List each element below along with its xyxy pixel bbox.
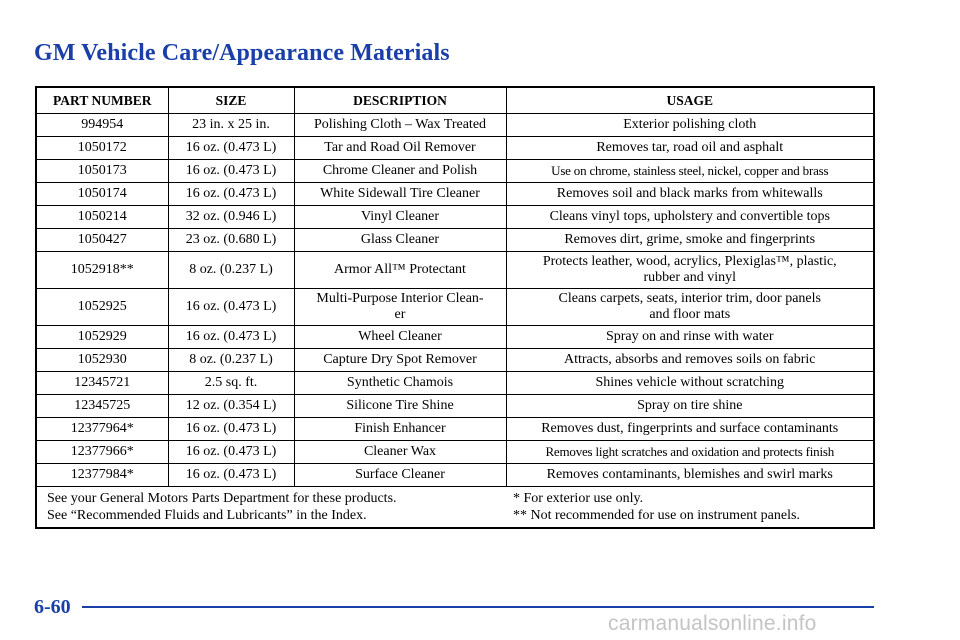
description-cell: White Sidewall Tire Cleaner (294, 183, 506, 206)
size-cell: 8 oz. (0.237 L) (168, 252, 294, 289)
table-footnote (36, 487, 874, 529)
usage-cell: Attracts, absorbs and removes soils on fabric (506, 349, 874, 372)
size-cell: 8 oz. (0.237 L) (168, 349, 294, 372)
part-number-cell: 12377984* (36, 464, 168, 487)
table-row (36, 372, 874, 395)
table-row (36, 395, 874, 418)
table-row (36, 441, 874, 464)
column-header-description: DESCRIPTION (294, 87, 506, 114)
table-row (36, 349, 874, 372)
size-cell: 23 oz. (0.680 L) (168, 229, 294, 252)
table-row (36, 418, 874, 441)
description-cell: Capture Dry Spot Remover (294, 349, 506, 372)
usage-line: rubber and vinyl (643, 270, 737, 285)
table-row (36, 137, 874, 160)
table-row (36, 160, 874, 183)
footnote-instrument-panels: ** Not recommended for use on instrument panels. (513, 508, 800, 523)
footnote-exterior-use: * For exterior use only. (513, 491, 644, 506)
size-cell: 16 oz. (0.473 L) (168, 418, 294, 441)
description-line: er (394, 307, 406, 322)
usage-cell (506, 252, 874, 289)
table-row (36, 326, 874, 349)
usage-cell: Removes dust, fingerprints and surface contaminants (506, 418, 874, 441)
usage-cell: Use on chrome, stainless steel, nickel, copper and brass (506, 160, 874, 183)
footnote-parts-department: See your General Motors Parts Department for these products. (47, 491, 397, 506)
description-cell: Cleaner Wax (294, 441, 506, 464)
size-cell: 16 oz. (0.473 L) (168, 464, 294, 487)
description-cell: Synthetic Chamois (294, 372, 506, 395)
part-number-cell: 12377966* (36, 441, 168, 464)
size-cell: 16 oz. (0.473 L) (168, 441, 294, 464)
part-number-cell: 1050214 (36, 206, 168, 229)
usage-line: and floor mats (649, 307, 731, 322)
description-cell: Wheel Cleaner (294, 326, 506, 349)
column-header-part-number: PART NUMBER (36, 87, 168, 114)
size-cell: 12 oz. (0.354 L) (168, 395, 294, 418)
size-cell: 23 in. x 25 in. (168, 114, 294, 137)
footnote-left (47, 490, 492, 524)
table-header-row (36, 87, 874, 114)
size-cell: 16 oz. (0.473 L) (168, 160, 294, 183)
description-cell: Finish Enhancer (294, 418, 506, 441)
footnote-see-index: See “Recommended Fluids and Lubricants” in the Index. (47, 508, 367, 523)
description-cell: Polishing Cloth – Wax Treated (294, 114, 506, 137)
footer-rule (82, 606, 874, 608)
usage-cell: Removes dirt, grime, smoke and fingerprints (506, 229, 874, 252)
size-cell: 16 oz. (0.473 L) (168, 289, 294, 326)
size-cell: 16 oz. (0.473 L) (168, 183, 294, 206)
table-footer-row (36, 487, 874, 529)
part-number-cell: 12377964* (36, 418, 168, 441)
description-cell: Armor All™ Protectant (294, 252, 506, 289)
table-row (36, 114, 874, 137)
part-number-cell: 1050172 (36, 137, 168, 160)
usage-cell: Removes contaminants, blemishes and swirl marks (506, 464, 874, 487)
part-number-cell: 12345725 (36, 395, 168, 418)
footnote-wrap (47, 490, 863, 524)
usage-line: Protects leather, wood, acrylics, Plexiglas™, plastic, (542, 254, 837, 269)
materials-table (35, 86, 875, 529)
usage-cell: Removes light scratches and oxidation and protects finish (506, 441, 874, 464)
watermark: carmanualsonline.info (608, 612, 817, 635)
part-number-cell: 1052930 (36, 349, 168, 372)
part-number-cell: 1050173 (36, 160, 168, 183)
description-cell: Silicone Tire Shine (294, 395, 506, 418)
table-row (36, 206, 874, 229)
part-number-cell: 12345721 (36, 372, 168, 395)
description-cell: Glass Cleaner (294, 229, 506, 252)
part-number-cell: 1050427 (36, 229, 168, 252)
usage-cell: Removes tar, road oil and asphalt (506, 137, 874, 160)
description-cell (294, 289, 506, 326)
description-cell: Vinyl Cleaner (294, 206, 506, 229)
usage-cell (506, 289, 874, 326)
description-cell: Chrome Cleaner and Polish (294, 160, 506, 183)
usage-line: Cleans carpets, seats, interior trim, door panels (558, 291, 821, 306)
part-number-cell: 1050174 (36, 183, 168, 206)
table-row (36, 289, 874, 326)
size-cell: 32 oz. (0.946 L) (168, 206, 294, 229)
description-cell: Tar and Road Oil Remover (294, 137, 506, 160)
table-row (36, 252, 874, 289)
usage-cell: Spray on and rinse with water (506, 326, 874, 349)
description-line: Multi-Purpose Interior Clean- (316, 291, 484, 306)
usage-cell: Spray on tire shine (506, 395, 874, 418)
part-number-cell: 994954 (36, 114, 168, 137)
usage-cell: Removes soil and black marks from whitewalls (506, 183, 874, 206)
footnote-right (513, 490, 863, 524)
usage-cell: Cleans vinyl tops, upholstery and convertible tops (506, 206, 874, 229)
part-number-cell: 1052929 (36, 326, 168, 349)
size-cell: 2.5 sq. ft. (168, 372, 294, 395)
table-row (36, 464, 874, 487)
column-header-usage: USAGE (506, 87, 874, 114)
page-number: 6-60 (34, 596, 71, 618)
usage-cell: Shines vehicle without scratching (506, 372, 874, 395)
description-cell: Surface Cleaner (294, 464, 506, 487)
table-row (36, 229, 874, 252)
table-row (36, 183, 874, 206)
page-title: GM Vehicle Care/Appearance Materials (34, 40, 450, 66)
usage-cell: Exterior polishing cloth (506, 114, 874, 137)
part-number-cell: 1052918** (36, 252, 168, 289)
part-number-cell: 1052925 (36, 289, 168, 326)
column-header-size: SIZE (168, 87, 294, 114)
size-cell: 16 oz. (0.473 L) (168, 326, 294, 349)
size-cell: 16 oz. (0.473 L) (168, 137, 294, 160)
